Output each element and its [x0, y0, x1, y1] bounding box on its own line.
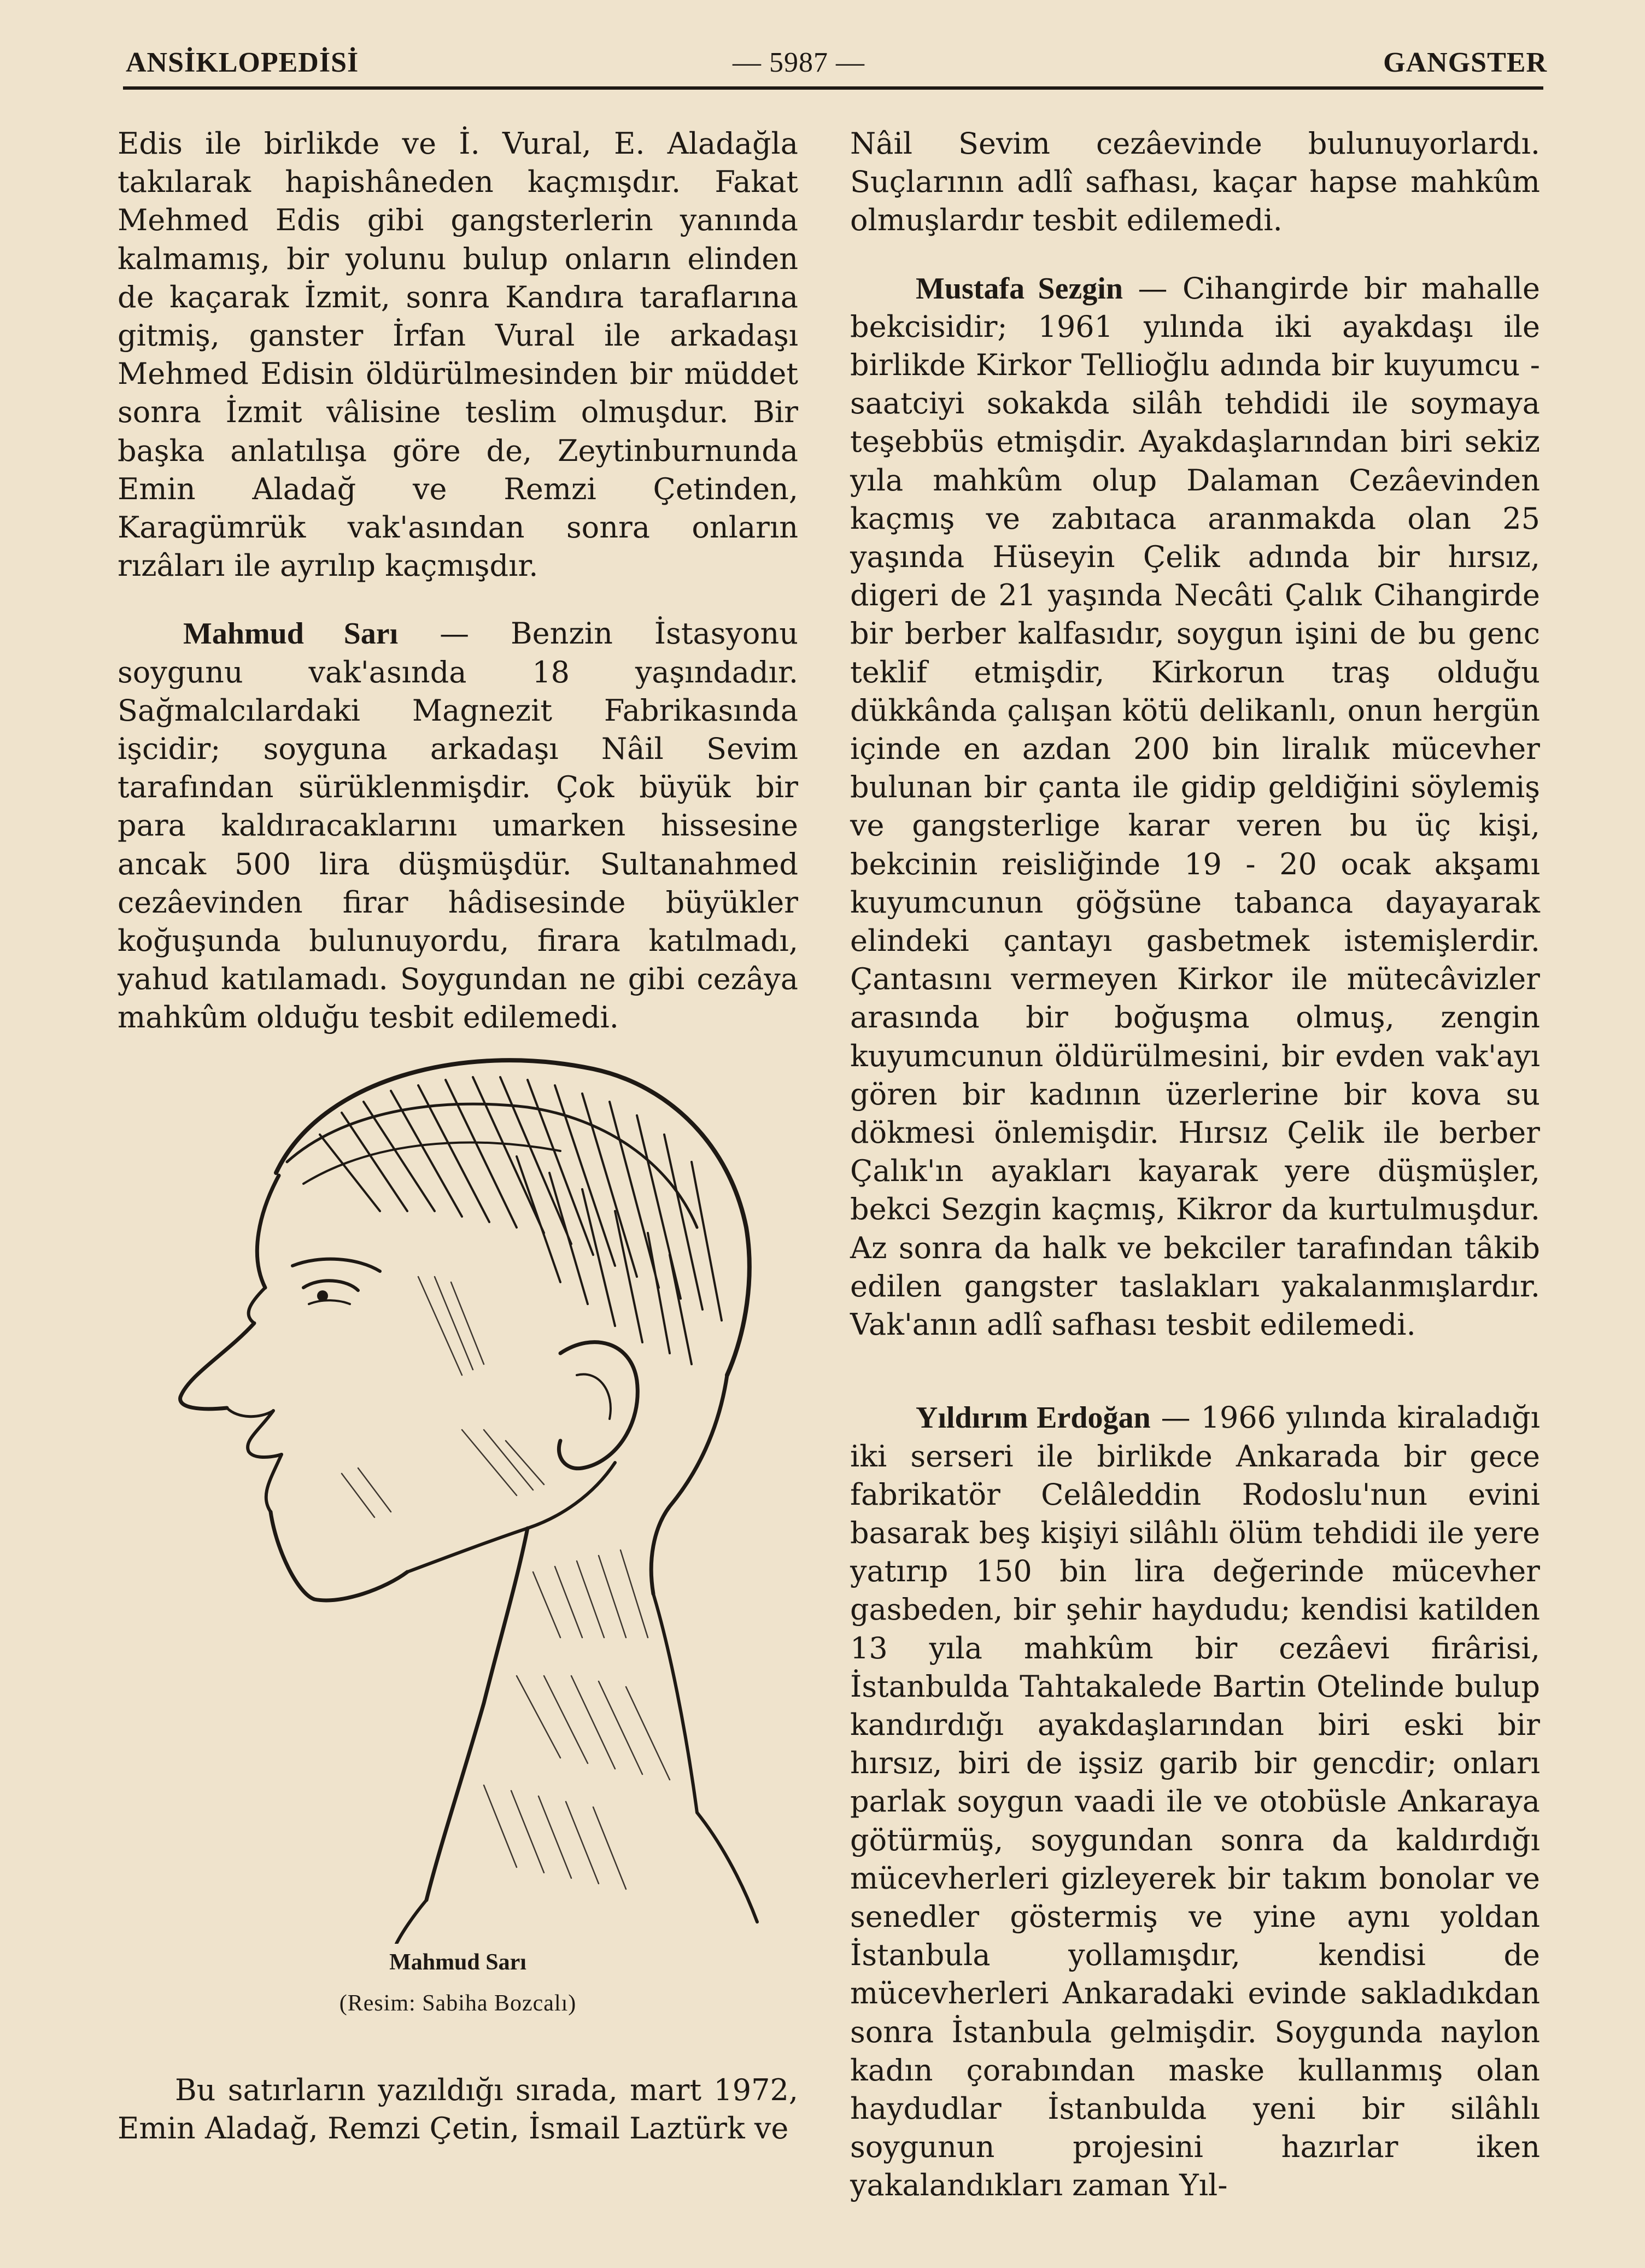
entry-text-mahmud: — Benzin İstasyonu soygunu vak'asında 18 yaşındadır. Sağmalcılardaki Magnezit Fabrikasında işcidir; soyguna arkadaşı Nâil Sevim tarafından sürüklenmişdir. Çok büyük bir para kaldıracaklarını umarken hissesine ancak 500 lira düşmüşdür. Sultanahmed cezâevinden firar hâdisesinde büyükler koğuşunda bulunuyordu, firara katılmadı, yahud katılamadı. Soygundan ne gibi cezâya mahkûm olduğu tesbit edilemedi. [118, 616, 798, 1035]
right-paragraph-2 [850, 270, 1540, 1345]
portrait-sketch-icon [178, 1047, 779, 1944]
portrait-caption-name: Mahmud Sarı [389, 1950, 526, 1975]
left-paragraph-1: Edis ile birlikde ve İ. Vural, E. Aladağla takılarak hapishâneden kaçmışdır. Fakat Mehmed Edis gibi gangsterlerin yanında kalmamış, bir yolunu bulup onların elinden de kaçarak İzmit, sonra Kandıra taraflarına gitmiş, ganster İrfan Vural ile arkadaşı Mehmed Edisin öldürülmesinden bir müddet sonra İzmit vâlisine teslim olmuşdur. Bir başka anlatılışa göre de, Zeytinburnunda Emin Aladağ ve Remzi Çetinden, Karagümrük vak'asından sonra onların rızâları ile ayrılıp kaçmışdır. [118, 126, 798, 583]
entry-text-mustafa: — Cihangirde bir mahalle bekcisidir; 1961 yılında iki ayakdaşı ile birlikde Kirkor Tellioğlu adında bir kuyumcu - saatciyi sokakda silâh tehdidi ile soymaya teşebbüs etmişdir. Ayakdaşlarından biri sekiz yıla mahkûm olup Dalaman Cezâevinden kaçmış ve zabıtaca aranmakda olan 25 yaşında Hüseyin Çelik adında bir hırsız, digeri de 21 yaşında Necâti Çalık Cihangirde bir berber kalfasıdır, soygun işini de bu genc teklif etmişdir, Kirkorun traş olduğu dükkânda çalışan kötü delikanlı, onun hergün içinde en azdan 200 bin liralık mücevher bulunan bir çanta ile gidip geldiğini söylemiş ve gangsterlige karar veren bu üç kişi, bekcinin reisliğinde 19 - 20 ocak akşamı kuyumcunun göğsüne tabanca dayayarak elindeki çantayı gasbetmek istemişlerdir. Çantasını vermeyen Kirkor ile mütecâvizler arasında bir boğuşma olmuş, zengin kuyumcunun öldürülmesini, bir evden vak'ayı gören bir kadının üzerlerine bir kova su dökmesi önlemişdir. Hırsız Çelik ile berber Çalık'ın ayakları kayarak yere düşmüşler, bekci Sezgin kaçmış, Kikror da kurtulmuşdur. Az sonra da halk ve bekciler tarafından tâkib edilen gangster taslakları yakalanmışlardır. Vak'anın adlî safhası tesbit edilemedi. [850, 271, 1540, 1342]
right-column [850, 125, 1540, 2235]
header-rule [123, 86, 1543, 90]
right-paragraph-1: Nâil Sevim cezâevinde bulunuyorlardı. Suçlarının adlî safhası, kaçar hapse mahkûm olmuşlardır tesbit edilemedi. [850, 126, 1540, 238]
entry-name-mahmud: Mahmud Sarı [183, 617, 399, 651]
left-bottom-paragraph [118, 2071, 798, 2148]
left-column [118, 125, 798, 1067]
entry-name-mustafa: Mustafa Sezgin [916, 271, 1123, 306]
entry-text-yildirim: — 1966 yılında kiraladığı iki serseri ile birlikde Ankarada bir gece fabrikatör Celâleddin Rodoslu'nun evini basarak beş kişiyi silâhlı ölüm tehdidi ile yere yatırıp 150 bin lira değerinde mücevher gasbeden, bir şehir haydudu; kendisi katilden 13 yıla mahkûm bir cezâevi firârisi, İstanbulda Tahtakalede Bartin Otelinde bulup kandırdığı ayakdaşlarından biri eski bir hırsız, biri de işsiz garib bir gencdir; onları parlak soygun vaadi ile ve otobüsle Ankaraya götürmüş, soygundan sonra da kaldırdığı mücevherleri gizleyerek bir takım bonolar ve senedler göstermiş ve yine aynı yoldan İstanbula yollamışdır, kendisi de mücevherleri Ankaradaki evinde sakladıkdan sonra İstanbula gelmişdir. Soygunda naylon kadın çorabından maske kullanmış olan haydudlar İstanbulda yeni bir silâhlı soygunun projesini hazırlar iken yakalandıkları zaman Yıl- [850, 1400, 1540, 2203]
entry-name-yildirim: Yıldırım Erdoğan [916, 1401, 1151, 1435]
left-paragraph-3: Bu satırların yazıldığı sırada, mart 1972, Emin Aladağ, Remzi Çetin, İsmail Laztürk ve [118, 2073, 798, 2146]
header-right: GANGSTER [1383, 47, 1547, 78]
portrait-caption-credit: (Resim: Sabiha Bozcalı) [339, 1991, 577, 2016]
page-number: — 5987 — [733, 47, 865, 78]
left-paragraph-2 [118, 615, 798, 1037]
header-left: ANSİKLOPEDİSİ [126, 47, 359, 78]
right-paragraph-3 [850, 1399, 1540, 2205]
running-header [123, 46, 1547, 90]
